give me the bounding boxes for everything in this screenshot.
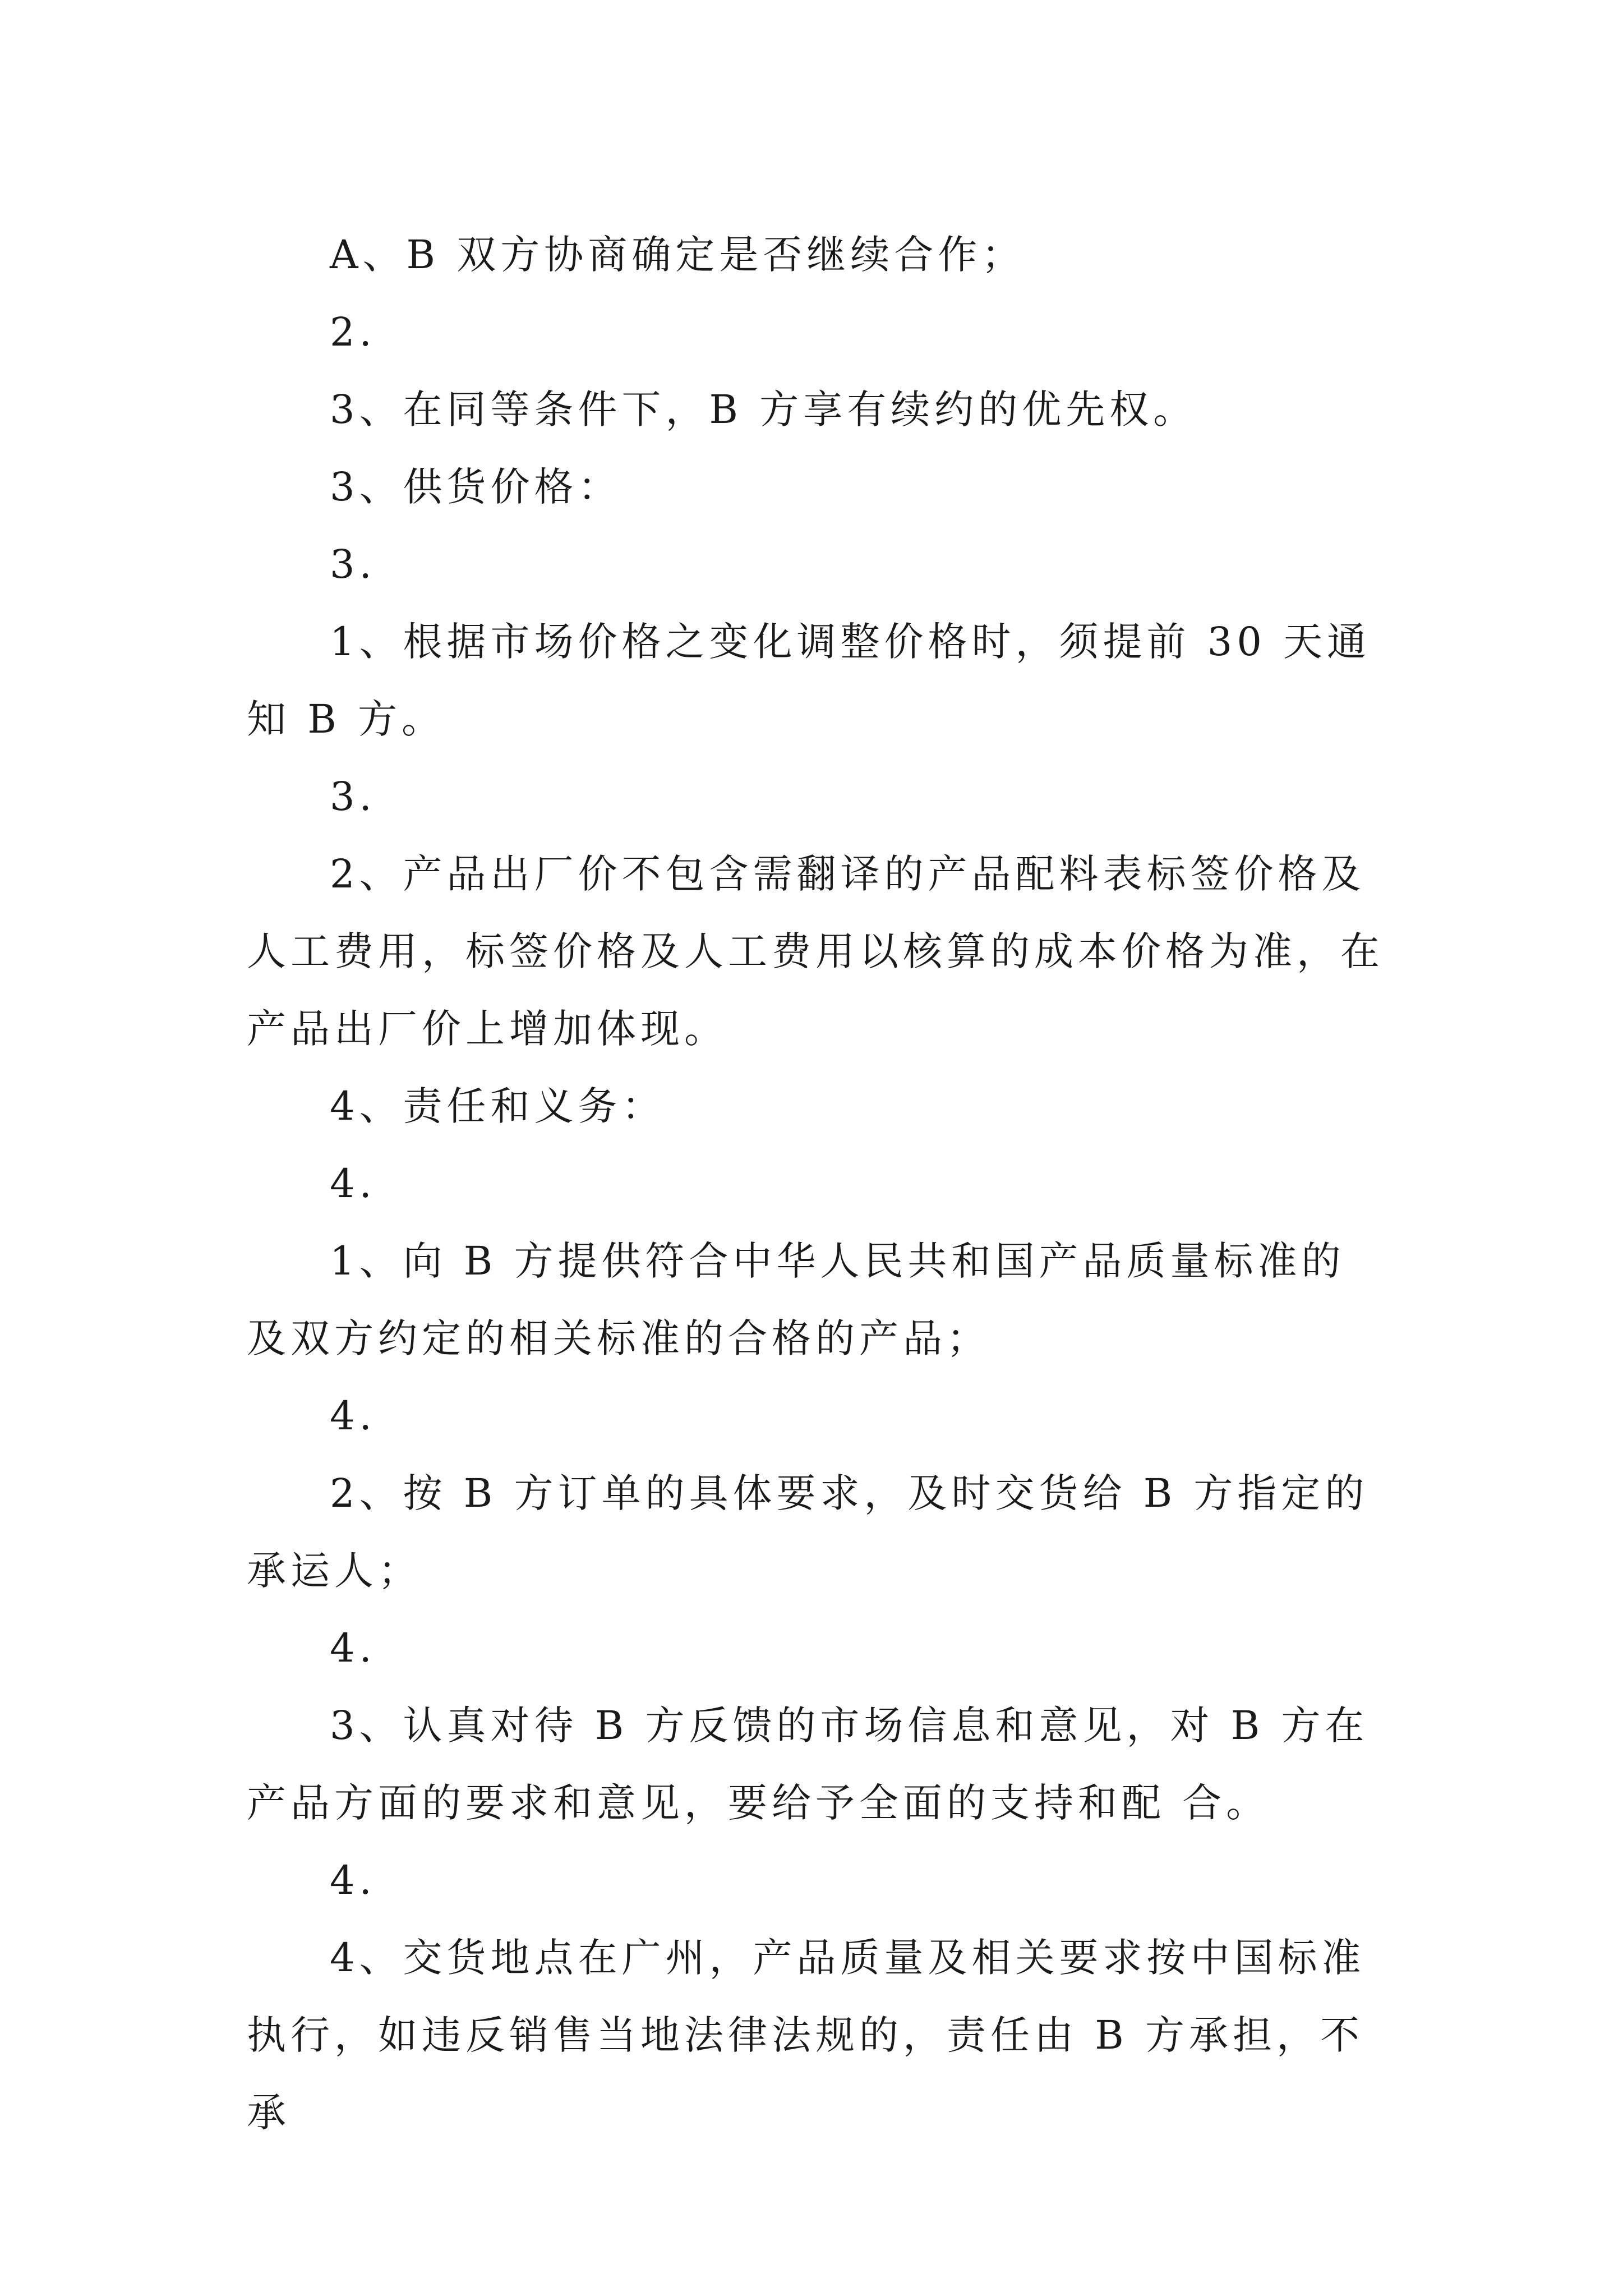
paragraph-6: 1、根据市场价格之变化调整价格时，须提前 30 天通知 B 方。	[247, 619, 1371, 742]
paragraph-12: 4.	[330, 1393, 376, 1439]
paragraph-7: 3.	[330, 774, 376, 820]
paragraph-1: A、B 双方协商确定是否继续合作；	[330, 232, 1026, 278]
document-body	[247, 216, 1385, 2151]
paragraph-16: 4.	[330, 1857, 376, 1903]
paragraph-11: 1、向 B 方提供符合中华人民共和国产品质量标准的及双方约定的相关标准的合格的产品；	[247, 1238, 1345, 1361]
paragraph-3: 3、在同等条件下，B 方享有续约的优先权。	[330, 386, 1197, 432]
paragraph-5: 3.	[330, 541, 376, 587]
paragraph-17: 4、交货地点在广州，产品质量及相关要求按中国标准执行，如违反销售当地法律法规的，责任由 B 方承担，不承	[247, 1935, 1366, 2136]
paragraph-10: 4.	[330, 1161, 376, 1207]
paragraph-14: 4.	[330, 1625, 376, 1671]
paragraph-2: 2.	[330, 309, 376, 355]
paragraph-15: 3、认真对待 B 方反馈的市场信息和意见，对 B 方在产品方面的要求和意见，要给予全面的支持和配 合。	[247, 1703, 1369, 1826]
paragraph-13: 2、按 B 方订单的具体要求，及时交货给 B 方指定的承运人；	[247, 1470, 1369, 1594]
paragraph-8: 2、产品出厂价不包含需翻译的产品配料表标签价格及人工费用，标签价格及人工费用以核算的成本价格为准，在产品出厂价上增加体现。	[247, 851, 1384, 1052]
paragraph-9: 4、责任和义务：	[330, 1083, 666, 1129]
paragraph-4: 3、供货价格：	[330, 464, 622, 510]
